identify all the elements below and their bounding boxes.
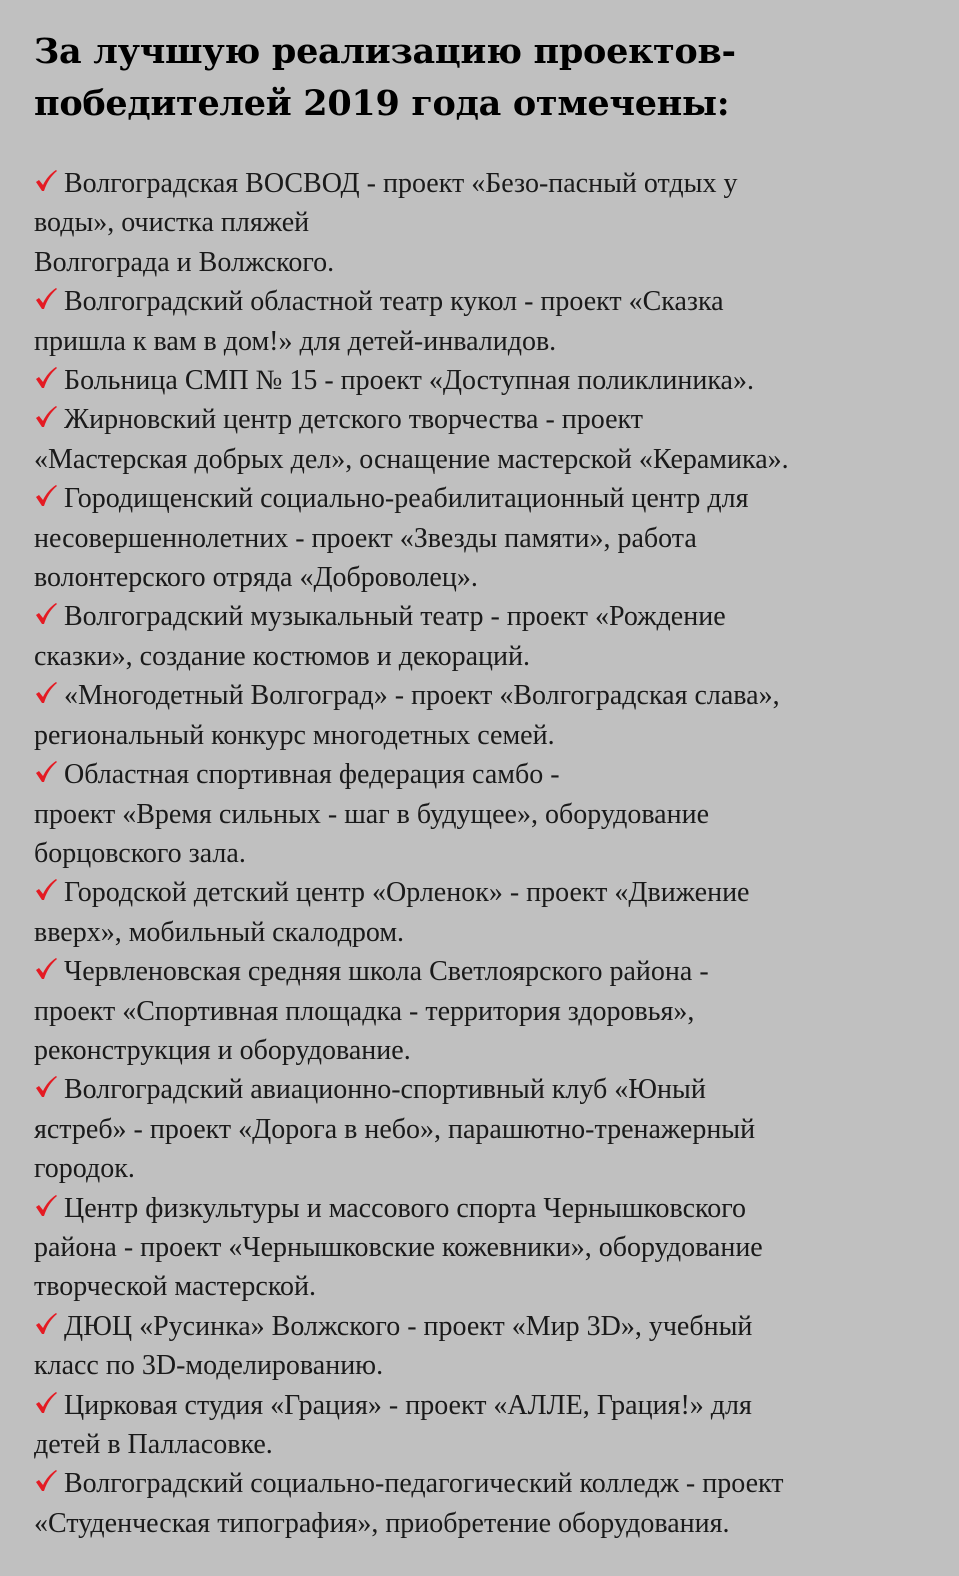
- list-item: [34, 755, 929, 873]
- list-item: [34, 400, 929, 479]
- list-item-line: «Многодетный Волгоград» - проект «Волгоградская слава»,: [64, 680, 780, 712]
- list-item-line: городок.: [34, 1153, 135, 1185]
- list-item-line: Больница СМП № 15 - проект «Доступная поликлиника».: [64, 365, 754, 397]
- check-mark-icon: [34, 681, 58, 705]
- winners-list: [34, 164, 929, 1543]
- list-item-line: района - проект «Чернышковские кожевники», оборудование: [34, 1231, 763, 1263]
- list-item-first-line: [34, 400, 929, 439]
- list-item: [34, 361, 929, 400]
- list-item-line: борцовского зала.: [34, 837, 246, 869]
- list-item-line: детей в Палласовке.: [34, 1429, 273, 1460]
- list-item-line: Червленовская средняя школа Светлоярского района -: [64, 956, 709, 988]
- list-item-first-line: [34, 479, 929, 518]
- list-item-line: «Мастерская добрых дел», оснащение мастерской «Керамика».: [34, 443, 789, 475]
- list-item: [34, 1070, 929, 1188]
- list-item: [34, 1189, 929, 1307]
- list-item-line: волонтерского отряда «Доброволец».: [34, 562, 478, 594]
- check-mark-icon: [34, 957, 58, 981]
- list-item: [34, 952, 929, 1070]
- list-item-line: класс по 3D-моделированию.: [34, 1350, 384, 1382]
- check-mark-icon: [34, 169, 58, 193]
- list-item-line: «Студенческая типография», приобретение оборудования.: [34, 1507, 730, 1539]
- check-mark-icon: [34, 1075, 58, 1099]
- list-item-first-line: [34, 361, 929, 400]
- check-mark-icon: [34, 1391, 58, 1415]
- list-item: [34, 676, 929, 755]
- check-mark-icon: [34, 1194, 58, 1218]
- check-mark-icon: [34, 602, 58, 626]
- list-item-first-line: [34, 597, 929, 636]
- list-item-first-line: [34, 1307, 929, 1346]
- check-mark-icon: [34, 287, 58, 311]
- list-item-first-line: [34, 952, 929, 991]
- check-mark-icon: [34, 405, 58, 429]
- list-item-line: вверх», мобильный скалодром.: [34, 916, 405, 948]
- list-item-line: Центр физкультуры и массового спорта Чернышковского: [64, 1192, 747, 1224]
- list-item-line: пришла к вам в дом!» для детей-инвалидов.: [34, 325, 557, 357]
- list-item-line: Жирновский центр детского творчества - проект: [64, 404, 644, 436]
- list-item-first-line: [34, 1189, 929, 1228]
- list-item-line: ястреб» - проект «Дорога в небо», парашютно-тренажерный: [34, 1113, 756, 1145]
- list-item-line: сказки», создание костюмов и декораций.: [34, 640, 530, 672]
- list-item-line: Областная спортивная федерация самбо -: [64, 759, 560, 791]
- list-item: [34, 597, 929, 676]
- list-item-line: проект «Спортивная площадка - территория здоровья»,: [34, 995, 695, 1027]
- list-item-line: Волгоградская ВОСВОД - проект «Безо-пасный отдых у: [64, 168, 738, 199]
- list-item: [34, 282, 929, 361]
- list-item-first-line: [34, 164, 929, 203]
- list-item-first-line: [34, 1070, 929, 1109]
- list-item-first-line: [34, 755, 929, 794]
- check-mark-icon: [34, 878, 58, 902]
- check-mark-icon: [34, 1312, 58, 1336]
- list-item: [34, 1307, 929, 1386]
- list-item-first-line: [34, 676, 929, 715]
- list-item-first-line: [34, 282, 929, 321]
- list-item-line: Волгоградский авиационно-спортивный клуб «Юный: [64, 1074, 706, 1106]
- list-item-line: Городской детский центр «Орленок» - проект «Движение: [64, 877, 750, 909]
- list-item-line: Волгоградский социально-педагогический колледж - проект: [64, 1468, 784, 1500]
- list-item-line: ДЮЦ «Русинка» Волжского - проект «Мир 3D», учебный: [64, 1310, 753, 1342]
- list-item-line: Волгоградский областной театр кукол - проект «Сказка: [64, 286, 724, 318]
- list-item-line: Волгограда и Волжского.: [34, 246, 335, 278]
- list-item-line: Волгоградский музыкальный театр - проект «Рождение: [64, 601, 726, 633]
- list-item: [34, 1386, 929, 1465]
- list-item: [34, 1464, 929, 1543]
- title-line-1: За лучшую реализацию проектов-: [34, 31, 736, 72]
- check-mark-icon: [34, 1469, 58, 1493]
- list-item-line: проект «Время сильных - шаг в будущее», оборудование: [34, 798, 710, 830]
- check-mark-icon: [34, 366, 58, 390]
- title-line-2: победителей 2019 года отмечены:: [34, 83, 730, 124]
- list-item-first-line: [34, 873, 929, 912]
- list-item-line: творческой мастерской.: [34, 1271, 317, 1303]
- list-item-line: несовершеннолетних - проект «Звезды памяти», работа: [34, 522, 697, 554]
- page-title: [34, 26, 924, 130]
- list-item-first-line: [34, 1464, 929, 1503]
- list-item-line: Цирковая студия «Грация» - проект «АЛЛЕ, Грация!» для: [64, 1389, 752, 1421]
- list-item-line: региональный конкурс многодетных семей.: [34, 719, 555, 751]
- list-item-line: реконструкция и оборудование.: [34, 1034, 411, 1066]
- list-item-line: воды», очистка пляжей: [34, 207, 310, 239]
- list-item: [34, 479, 929, 597]
- check-mark-icon: [34, 484, 58, 508]
- check-mark-icon: [34, 760, 58, 784]
- list-item: [34, 164, 929, 282]
- list-item-first-line: [34, 1386, 929, 1425]
- list-item-line: Городищенский социально-реабилитационный центр для: [64, 483, 749, 515]
- list-item: [34, 873, 929, 952]
